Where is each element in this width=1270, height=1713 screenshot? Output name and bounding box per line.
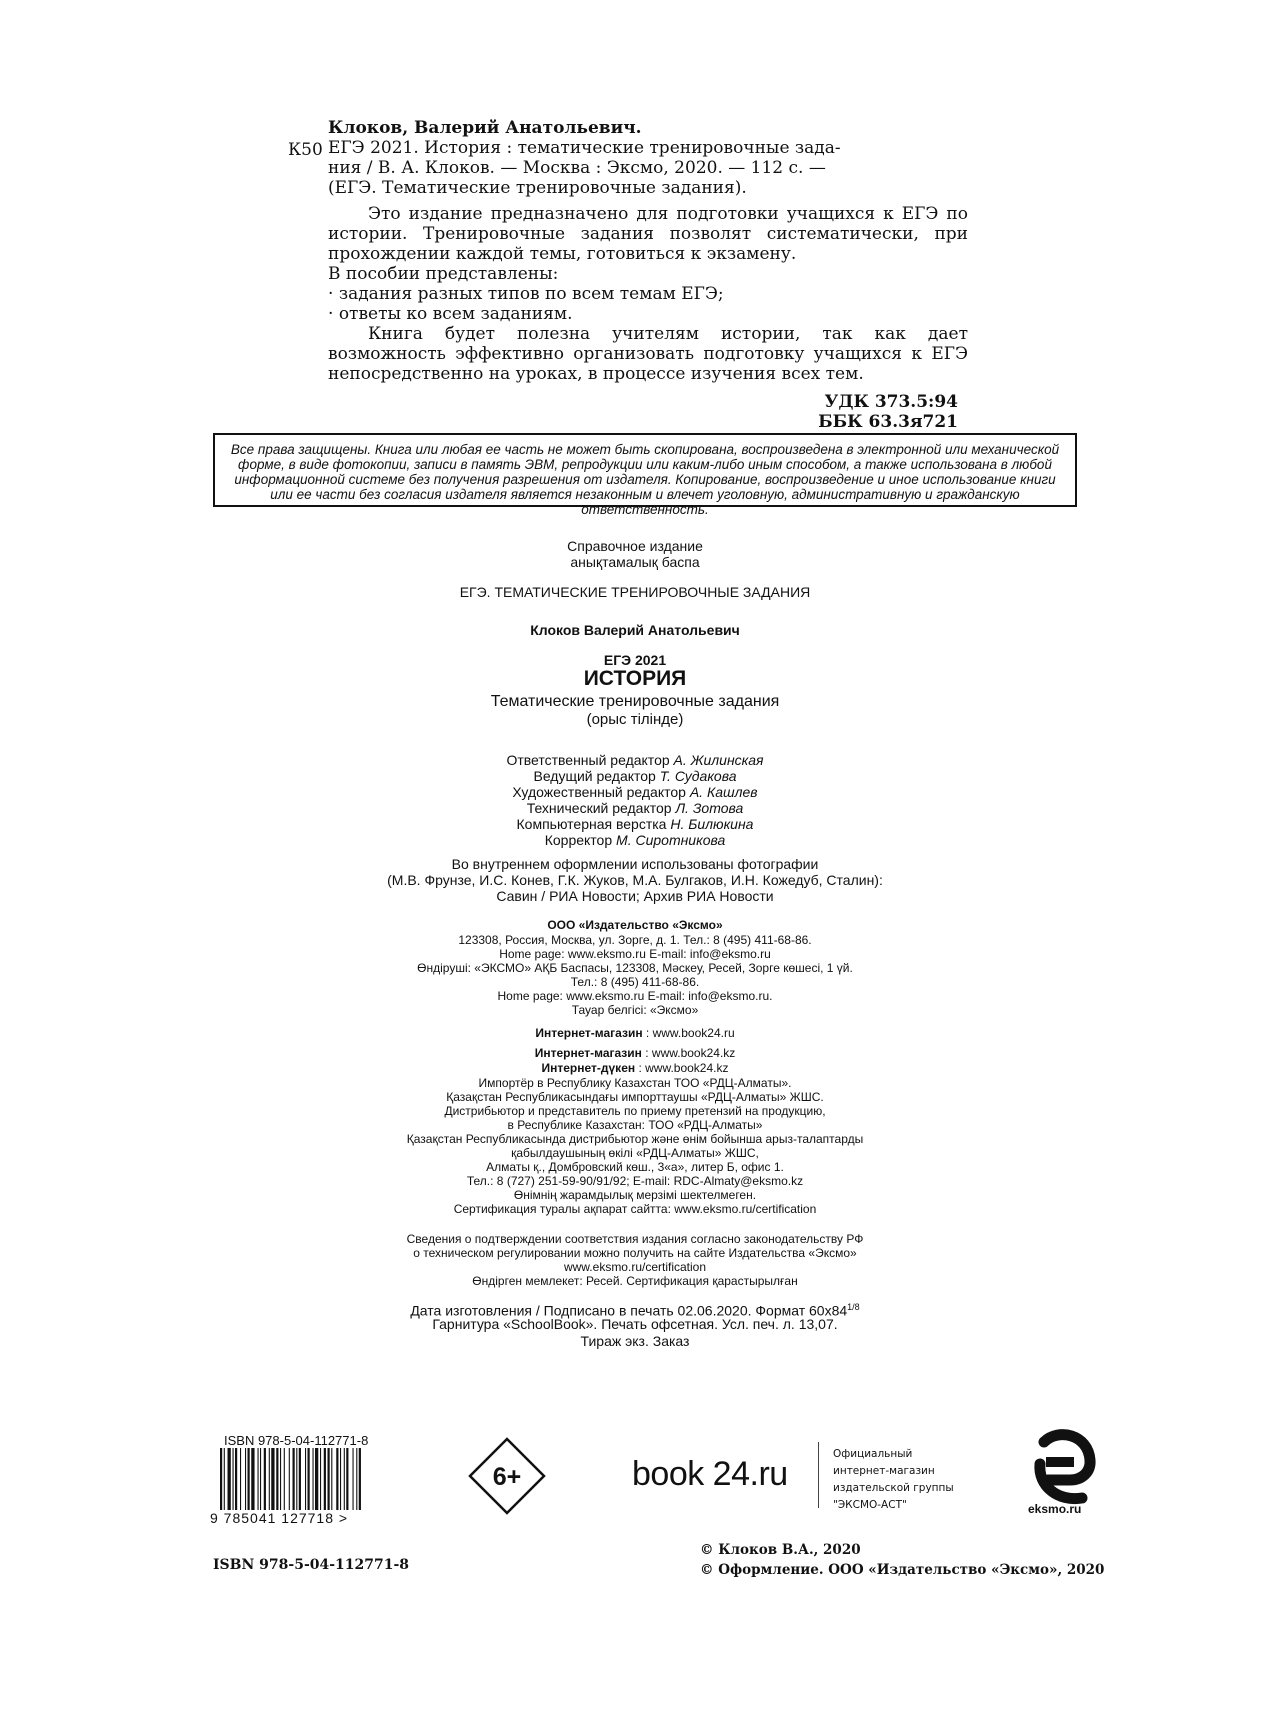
barcode-bar [251, 1448, 254, 1510]
info-line: www.eksmo.ru/certification [563, 1260, 707, 1274]
info-line: Home page: www.eksmo.ru E-mail: info@eksmo.ru. [497, 989, 773, 1003]
barcode-bar [359, 1448, 361, 1510]
record-reference-line: (ЕГЭ. Тематические тренировочные задания). [328, 178, 747, 198]
barcode-bar [308, 1448, 310, 1510]
print-info-line: Гарнитура «SchoolBook». Печать офсетная. Усл. печ. л. 13,07. [432, 1316, 838, 1332]
info-line: қабылдаушының өкілі «РДЦ-Алматы» ЖШС, [511, 1146, 759, 1160]
barcode-bar [245, 1448, 246, 1510]
barcode-bar [280, 1448, 281, 1510]
barcode-bar [324, 1448, 326, 1510]
barcode-bar [296, 1448, 297, 1510]
staff-line: Технический редактор Л. Зотова [526, 800, 744, 816]
info-line: Импортёр в Республику Казахстан ТОО «РДЦ-Алматы». [478, 1076, 792, 1090]
barcode-bar [240, 1448, 241, 1510]
barcode-bar [276, 1448, 278, 1510]
annotation-label: В пособии представлены: [328, 264, 559, 284]
shop-kz-dukan: Интернет-дүкен : www.book24.kz [541, 1061, 729, 1075]
book-language: (орыс тілінде) [586, 711, 684, 728]
bibliographic-record [288, 118, 968, 432]
shop-kz: Интернет-магазин : www.book24.kz [534, 1046, 736, 1060]
exam-year: ЕГЭ 2021 [603, 652, 667, 668]
record-author: Клоков, Валерий Анатольевич. [328, 118, 642, 138]
info-line: Өндірген мемлекет: Ресей. Сертификация қарастырылған [472, 1274, 798, 1288]
isbn-footer: ISBN 978-5-04-112771-8 [213, 1557, 410, 1573]
barcode-bar [328, 1448, 330, 1510]
barcode [210, 1433, 410, 1526]
udk-code: УДК 373.5:94 [824, 392, 958, 412]
publisher-name: ООО «Издательство «Эксмо» [547, 918, 723, 932]
annotation-list-item: · задания разных типов по всем темам ЕГЭ; [328, 284, 724, 304]
bbk-code: ББК 63.3я721 [818, 412, 958, 432]
barcode-bar [228, 1448, 231, 1510]
annotation-paragraph: Книга будет полезна учителям истории, так как дает возможность эффективно организовать подготовку учащихся к ЕГЭ непосредственно на уроках, в процессе изучения всех тем. [328, 324, 968, 384]
barcode-bar [220, 1448, 222, 1510]
barcode-bar [260, 1448, 261, 1510]
photo-credit-line: Савин / РИА Новости; Архив РИА Новости [496, 888, 774, 904]
divider [818, 1442, 819, 1508]
edition-type-kz: анықтамалық баспа [570, 554, 700, 570]
book24-logo: book 24.ru [632, 1455, 788, 1493]
info-line: Қазақстан Республикасында дистрибьютор және өнім бойынша арыз-талаптарды [406, 1132, 864, 1146]
certification-info [0, 1232, 1270, 1288]
barcode-digits: 9 785041 127718 > [210, 1510, 349, 1526]
barcode-bar [320, 1448, 321, 1510]
info-line: Өндіруші: «ЭКСМО» АҚБ Баспасы, 123308, Мәскеу, Ресей, Зорге көшесі, 1 үй. [417, 961, 853, 975]
record-reference-line: ния / В. А. Клоков. — Москва : Эксмо, 2020. — 112 с. — [328, 158, 826, 178]
series-title: ЕГЭ. ТЕМАТИЧЕСКИЕ ТРЕНИРОВОЧНЫЕ ЗАДАНИЯ [459, 584, 811, 600]
staff-line: Ответственный редактор А. Жилинская [506, 752, 764, 768]
barcode-bar [293, 1448, 295, 1510]
info-line: о техническом регулировании можно получить на сайте Издательства «Эксмо» [413, 1246, 857, 1260]
barcode-bar [289, 1448, 290, 1510]
publisher-info [0, 933, 1270, 1017]
imprint-author: Клоков Валерий Анатольевич [530, 622, 740, 638]
info-line: Өнімнің жарамдылық мерзімі шектелмеген. [513, 1188, 757, 1202]
photo-credit-line: Во внутреннем оформлении использованы фотографии [451, 856, 819, 872]
book-subtitle: Тематические тренировочные задания [490, 693, 780, 710]
barcode-bar [264, 1448, 266, 1510]
info-line: Тел.: 8 (495) 411-68-86. [570, 975, 700, 989]
barcode-bar [284, 1448, 285, 1510]
annotation-list-item: · ответы ко всем заданиям. [328, 304, 573, 324]
staff-line: Компьютерная верстка Н. Билюкина [516, 816, 754, 832]
staff-line: Корректор М. Сиротникова [544, 832, 726, 848]
barcode-bars [220, 1448, 410, 1510]
photo-credit-line: (М.В. Фрунзе, И.С. Конев, Г.К. Жуков, М.А. Булгаков, И.Н. Кожедуб, Сталин): [387, 872, 883, 888]
shop-ru: Интернет-магазин : www.book24.ru [535, 1026, 735, 1040]
barcode-bar [315, 1448, 318, 1510]
info-line: в Республике Казахстан: ТОО «РДЦ-Алматы» [507, 1118, 763, 1132]
info-line: Дистрибьютор и представитель по приему претензий на продукцию, [444, 1104, 826, 1118]
barcode-bar [271, 1448, 274, 1510]
info-line: Қазақстан Республикасындағы импорттаушы «РДЦ-Алматы» ЖШС. [446, 1090, 824, 1104]
barcode-bar [233, 1448, 234, 1510]
info-line: Тел.: 8 (727) 251-59-90/91/92; E-mail: RDC-Almaty@eksmo.kz [466, 1174, 804, 1188]
record-reference-line: ЕГЭ 2021. История : тематические тренировочные зада- [328, 138, 841, 158]
info-line: Home page: www.eksmo.ru E-mail: info@eksmo.ru [499, 947, 771, 961]
author-code: К50 [288, 140, 323, 160]
info-line: Сведения о подтверждении соответствия издания согласно законодательству РФ [406, 1232, 864, 1246]
barcode-bar [344, 1448, 345, 1510]
copyright: © Клоков В.А., 2020 © Оформление. ООО «Издательство «Эксмо», 2020 [700, 1542, 1105, 1578]
barcode-bar [224, 1448, 225, 1510]
barcode-isbn: ISBN 978-5-04-112771-8 [224, 1433, 369, 1448]
barcode-bar [269, 1448, 270, 1510]
edition-type-ru: Справочное издание [567, 538, 703, 554]
barcode-bar [336, 1448, 338, 1510]
book24-description: Официальный интернет-магазин издательской группы "ЭКСМО-АСТ" [833, 1448, 954, 1511]
info-line: Алматы қ., Домбровский көш., 3«а», литер Б, офис 1. [486, 1160, 784, 1174]
age-rating-badge [467, 1436, 547, 1516]
staff-list [0, 752, 1270, 848]
print-info-line: Тираж экз. Заказ [580, 1333, 690, 1349]
annotation-paragraph: Это издание предназначено для подготовки учащихся к ЕГЭ по истории. Тренировочные задания позволят систематически, при прохождении каждой темы, готовиться к экзамену. [328, 204, 968, 264]
kazakhstan-info [0, 1076, 1270, 1216]
barcode-bar [248, 1448, 250, 1510]
barcode-bar [331, 1448, 332, 1510]
staff-line: Ведущий редактор Т. Судакова [533, 768, 737, 784]
barcode-bar [346, 1448, 348, 1510]
book-title: ИСТОРИЯ [583, 667, 687, 690]
barcode-bar [313, 1448, 314, 1510]
barcode-bar [353, 1448, 354, 1510]
barcode-bar [299, 1448, 301, 1510]
staff-line: Художественный редактор А. Кашлев [512, 784, 758, 800]
svg-text:6+: 6+ [492, 1463, 522, 1491]
info-line: Тауар белгісі: «Эксмо» [571, 1003, 699, 1017]
eksmo-site: eksmo.ru [1028, 1502, 1082, 1516]
eksmo-logo-icon [1030, 1423, 1100, 1513]
info-line: Сертификация туралы ақпарат сайтта: www.eksmo.ru/certification [453, 1202, 817, 1216]
barcode-bar [305, 1448, 306, 1510]
info-line: 123308, Россия, Москва, ул. Зорге, д. 1. Тел.: 8 (495) 411-68-86. [458, 933, 812, 947]
print-info-line: Дата изготовления / Подписано в печать 02.06.2020. Формат $60x84^{1/8}$ [410, 1302, 860, 1319]
barcode-bar [340, 1448, 341, 1510]
barcode-bar [235, 1448, 237, 1510]
barcode-bar [356, 1448, 357, 1510]
barcode-bar [258, 1448, 259, 1510]
rights-notice: Все права защищены. Книга или любая ее часть не может быть скопирована, воспроизведена в электронной или механической форме, в виде фотокопии, записи в память ЭВМ, репродукции или каким-либо иным способом, а также использована в любой информационной системе без получения разрешения от издателя. Копирование, воспроизведение и иное использование книги или ее части без согласия издателя является незаконным и влечет уголовную, административную и гражданскую ответственность. [213, 433, 1077, 507]
